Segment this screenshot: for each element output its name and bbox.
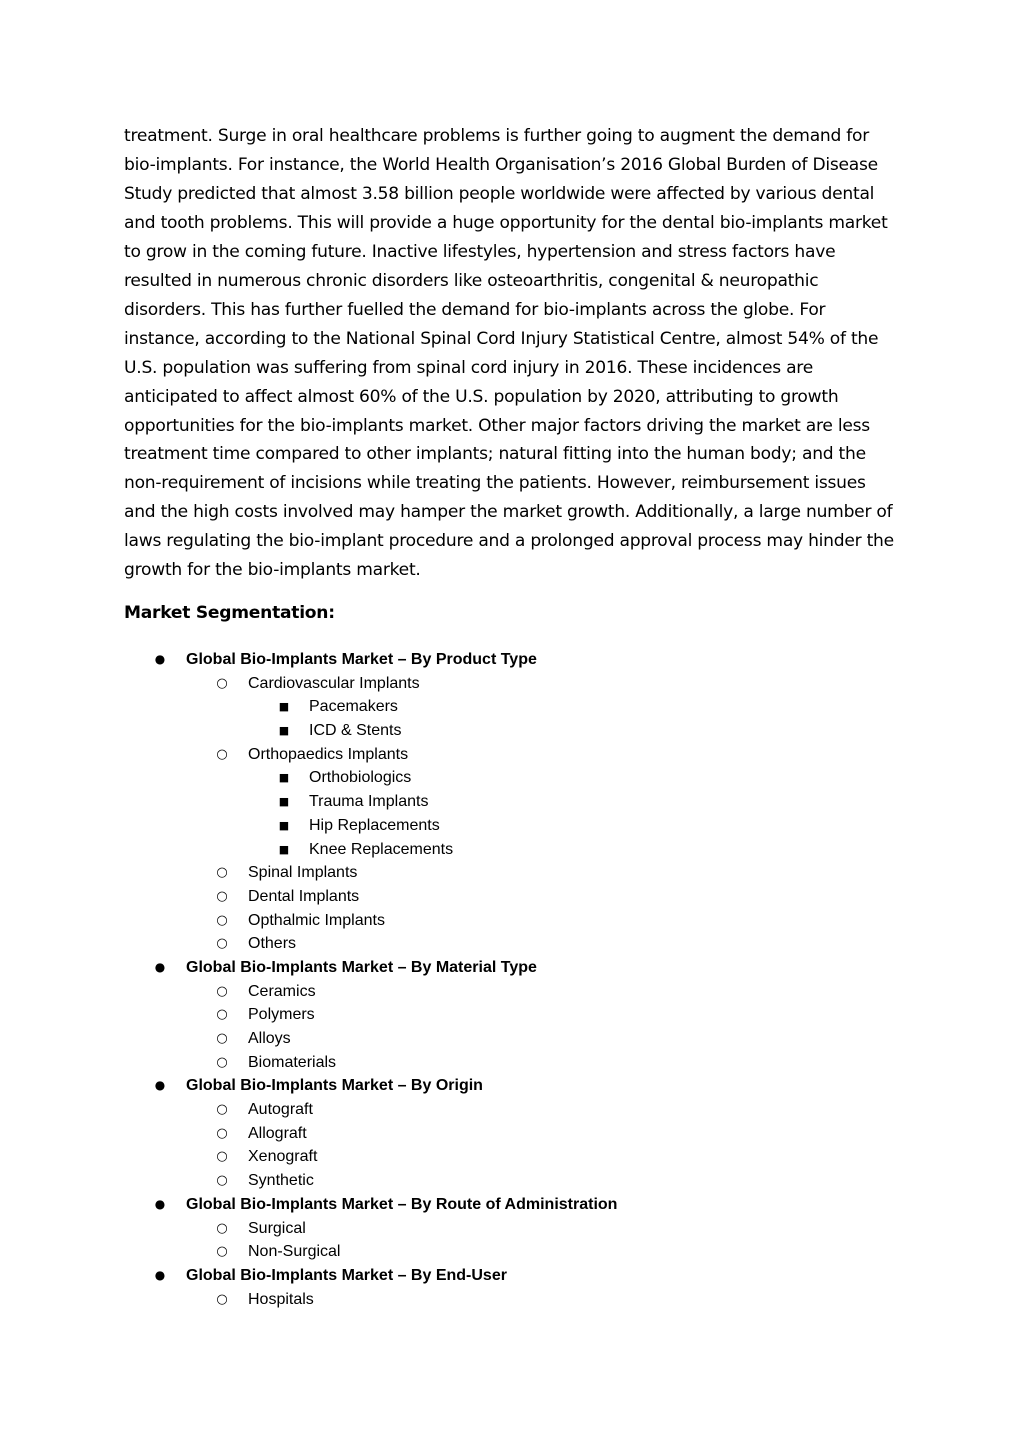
segment-item <box>0 980 1024 1004</box>
bullet-icon: ■ <box>278 700 290 714</box>
segment-subitem-label: Knee Replacements <box>309 840 454 858</box>
segment-item <box>0 1051 1024 1075</box>
bullet-icon: ■ <box>278 818 290 832</box>
bullet-icon: ○ <box>216 746 228 762</box>
segment-subitem <box>0 838 1024 862</box>
segment-item <box>0 1145 1024 1169</box>
segment-item-label: Allograft <box>248 1124 307 1142</box>
segment-item-label: Xenograft <box>248 1148 318 1166</box>
segment-item <box>0 932 1024 956</box>
segment-group <box>0 1193 1024 1217</box>
segment-subitem-label: Pacemakers <box>309 698 398 716</box>
bullet-icon: ● <box>154 1267 166 1282</box>
segment-item-label: Biomaterials <box>248 1053 337 1071</box>
segment-item-label: Hospitals <box>248 1290 314 1308</box>
paragraph-line: Study predicted that almost 3.58 billion people worldwide were affected by various dental <box>124 183 875 204</box>
segment-item <box>0 1003 1024 1027</box>
bullet-icon: ○ <box>216 1007 228 1023</box>
segment-item-label: Ceramics <box>248 982 316 1000</box>
segment-item <box>0 885 1024 909</box>
paragraph-line: and the high costs involved may hamper the market growth. Additionally, a large number of <box>124 502 893 523</box>
segment-subitem-label: Trauma Implants <box>309 793 429 811</box>
segment-group-label: Global Bio-Implants Market – By Route of Administration <box>186 1195 618 1213</box>
segment-subitem <box>0 719 1024 743</box>
bullet-icon: ● <box>154 1078 166 1093</box>
segment-item <box>0 1122 1024 1146</box>
bullet-icon: ○ <box>216 1102 228 1118</box>
segment-subitem-label: Hip Replacements <box>309 816 440 834</box>
segment-subitem <box>0 766 1024 790</box>
segment-item-label: Synthetic <box>248 1172 314 1190</box>
segment-group <box>0 1074 1024 1098</box>
segment-item <box>0 1098 1024 1122</box>
bullet-icon: ○ <box>216 1173 228 1189</box>
segment-item-label: Alloys <box>248 1030 291 1047</box>
bullet-icon: ○ <box>216 888 228 904</box>
bullet-icon: ○ <box>216 1291 228 1307</box>
segment-item-label: Others <box>248 935 297 953</box>
segment-item <box>0 743 1024 767</box>
bullet-icon: ○ <box>216 1220 228 1236</box>
paragraph-line: opportunities for the bio-implants market. Other major factors driving the market are less <box>124 415 870 436</box>
bullet-icon: ■ <box>278 771 290 785</box>
bullet-icon: ○ <box>216 936 228 952</box>
segment-item-label: Surgical <box>248 1219 306 1237</box>
bullet-icon: ■ <box>278 795 290 809</box>
bullet-icon: ○ <box>216 1031 228 1046</box>
bullet-icon: ○ <box>216 675 228 691</box>
segment-item-label: Cardiovascular Implants <box>248 674 420 692</box>
segmentation-list <box>0 648 1024 1311</box>
segment-item <box>0 672 1024 696</box>
paragraph-line: anticipated to affect almost 60% of the U.S. population by 2020, attributing to growth <box>124 386 839 407</box>
segment-group-label: Global Bio-Implants Market – By End-User <box>186 1266 507 1284</box>
body-paragraph <box>124 122 904 585</box>
segment-group <box>0 648 1024 672</box>
paragraph-line: treatment time compared to other implants; natural fitting into the human body; and the <box>124 444 866 465</box>
segment-group-label: Global Bio-Implants Market – By Material Type <box>186 958 537 976</box>
segment-item-label: Non-Surgical <box>248 1243 341 1261</box>
bullet-icon: ● <box>154 652 166 666</box>
bullet-icon: ● <box>154 959 166 974</box>
segment-item <box>0 861 1024 885</box>
bullet-icon: ■ <box>278 842 290 856</box>
segment-item-label: Autograft <box>248 1101 313 1119</box>
segment-subitem <box>0 814 1024 838</box>
bullet-icon: ■ <box>278 724 290 738</box>
paragraph-line: growth for the bio-implants market. <box>124 560 421 581</box>
paragraph-line: non-requirement of incisions while treating the patients. However, reimbursement issues <box>124 473 866 494</box>
paragraph-line: treatment. Surge in oral healthcare problems is further going to augment the demand for <box>124 126 870 146</box>
segment-item-label: Orthopaedics Implants <box>248 745 409 763</box>
segment-item-label: Spinal Implants <box>248 864 358 882</box>
segment-item <box>0 909 1024 933</box>
paragraph-line: to grow in the coming future. Inactive lifestyles, hypertension and stress factors have <box>124 241 836 262</box>
segment-subitem-label: ICD & Stents <box>309 722 402 740</box>
segment-subitem-label: Orthobiologics <box>309 769 412 787</box>
segment-item-label: Dental Implants <box>248 887 360 905</box>
segment-subitem <box>0 695 1024 719</box>
bullet-icon: ○ <box>216 1244 228 1260</box>
bullet-icon: ○ <box>216 1054 228 1070</box>
segment-item <box>0 1240 1024 1264</box>
paragraph-line: disorders. This has further fuelled the demand for bio-implants across the globe. For <box>124 299 826 320</box>
segment-group-label: Global Bio-Implants Market – By Product Type <box>186 651 537 668</box>
section-heading: Market Segmentation: <box>124 603 335 623</box>
segment-group <box>0 956 1024 980</box>
paragraph-line: instance, according to the National Spinal Cord Injury Statistical Centre, almost 54% of the <box>124 328 879 349</box>
segment-item <box>0 1169 1024 1193</box>
paragraph-line: laws regulating the bio-implant procedure and a prolonged approval process may hinder the <box>124 531 894 552</box>
bullet-icon: ○ <box>216 865 228 881</box>
bullet-icon: ○ <box>216 1149 228 1165</box>
segment-subitem <box>0 790 1024 814</box>
bullet-icon: ● <box>154 1196 166 1211</box>
segment-item <box>0 1217 1024 1241</box>
bullet-icon: ○ <box>216 912 228 928</box>
paragraph-line: resulted in numerous chronic disorders like osteoarthritis, congenital & neuropathic <box>124 270 819 291</box>
segment-item <box>0 1288 1024 1312</box>
paragraph-line: and tooth problems. This will provide a huge opportunity for the dental bio-implants market <box>124 212 888 233</box>
paragraph-line: U.S. population was suffering from spinal cord injury in 2016. These incidences are <box>124 357 813 378</box>
bullet-icon: ○ <box>216 1125 228 1141</box>
segment-group <box>0 1264 1024 1288</box>
paragraph-line: bio-implants. For instance, the World Health Organisation’s 2016 Global Burden of Disease <box>124 154 878 175</box>
segment-item-label: Opthalmic Implants <box>248 911 385 929</box>
segment-item <box>0 1027 1024 1051</box>
bullet-icon: ○ <box>216 983 228 999</box>
segment-item-label: Polymers <box>248 1006 315 1024</box>
segment-group-label: Global Bio-Implants Market – By Origin <box>186 1077 483 1095</box>
